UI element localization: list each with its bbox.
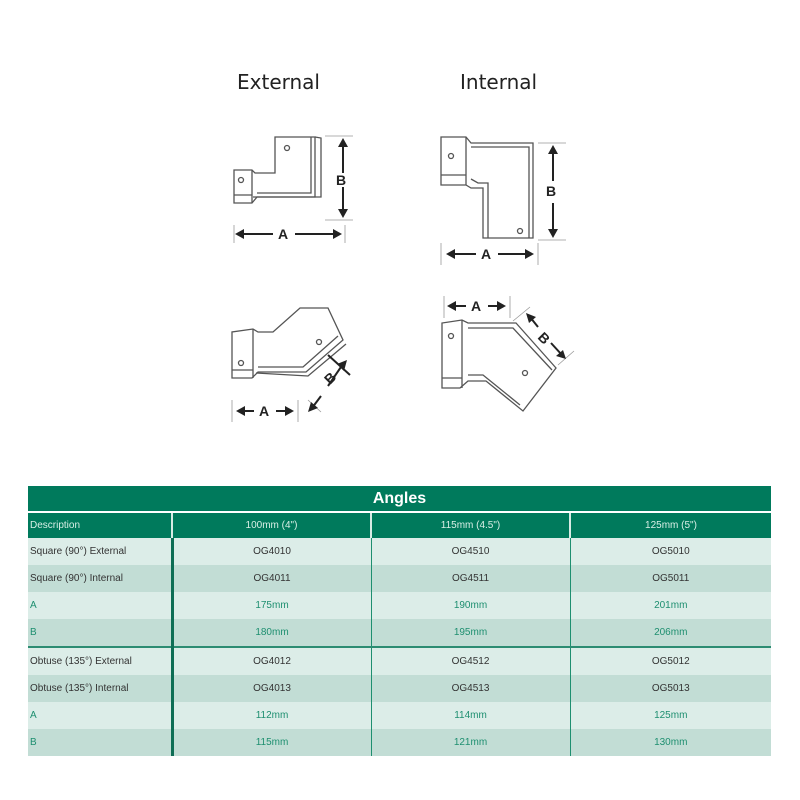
cell-100mm: 175mm: [172, 592, 371, 619]
cell-125mm: OG5011: [570, 565, 771, 592]
cell-115mm: OG4510: [371, 538, 570, 565]
table-title: Angles: [28, 486, 771, 513]
angles-table: [28, 486, 771, 756]
row-description: Obtuse (135°) Internal: [28, 675, 172, 702]
square-internal-diagram: [438, 133, 568, 268]
dimension-b-label: B: [320, 368, 340, 388]
cell-125mm: 130mm: [570, 729, 771, 756]
table-row: [28, 592, 771, 619]
row-description: B: [28, 729, 172, 756]
header-125mm: 125mm (5"): [570, 513, 771, 538]
header-description: Description: [28, 513, 172, 538]
row-description: B: [28, 619, 172, 647]
cell-100mm: 112mm: [172, 702, 371, 729]
table-row: [28, 538, 771, 565]
cell-100mm: 115mm: [172, 729, 371, 756]
cell-115mm: 114mm: [371, 702, 570, 729]
cell-100mm: OG4010: [172, 538, 371, 565]
cell-115mm: 195mm: [371, 619, 570, 647]
external-label: External: [237, 70, 320, 94]
cell-125mm: OG5013: [570, 675, 771, 702]
square-external-diagram: [225, 135, 355, 250]
cell-115mm: 190mm: [371, 592, 570, 619]
dimension-b-label: B: [546, 183, 557, 199]
row-description: A: [28, 592, 172, 619]
cell-125mm: 201mm: [570, 592, 771, 619]
dimension-b-label: B: [534, 328, 554, 348]
cell-125mm: 206mm: [570, 619, 771, 647]
dimension-a-label: A: [481, 246, 492, 262]
row-description: A: [28, 702, 172, 729]
dimension-a-label: A: [278, 226, 289, 242]
table-row: [28, 675, 771, 702]
cell-125mm: OG5010: [570, 538, 771, 565]
cell-100mm: OG4013: [172, 675, 371, 702]
dimension-a-label: A: [471, 298, 482, 314]
table-row: [28, 702, 771, 729]
table-row: [28, 619, 771, 647]
obtuse-external-diagram: [228, 300, 358, 425]
dimension-b-label: B: [336, 172, 347, 188]
table-row: [28, 647, 771, 675]
cell-115mm: 121mm: [371, 729, 570, 756]
cell-125mm: OG5012: [570, 647, 771, 675]
table-row: [28, 729, 771, 756]
row-description: Square (90°) External: [28, 538, 172, 565]
cell-100mm: OG4011: [172, 565, 371, 592]
cell-115mm: OG4512: [371, 647, 570, 675]
header-100mm: 100mm (4"): [172, 513, 371, 538]
cell-100mm: 180mm: [172, 619, 371, 647]
row-description: Square (90°) Internal: [28, 565, 172, 592]
cell-125mm: 125mm: [570, 702, 771, 729]
internal-label: Internal: [460, 70, 538, 94]
dimension-a-label: A: [259, 403, 270, 419]
table-row: [28, 565, 771, 592]
cell-115mm: OG4513: [371, 675, 570, 702]
header-row: [28, 513, 771, 538]
obtuse-internal-diagram: [438, 293, 578, 423]
cell-100mm: OG4012: [172, 647, 371, 675]
row-description: Obtuse (135°) External: [28, 647, 172, 675]
header-115mm: 115mm (4.5"): [371, 513, 570, 538]
cell-115mm: OG4511: [371, 565, 570, 592]
